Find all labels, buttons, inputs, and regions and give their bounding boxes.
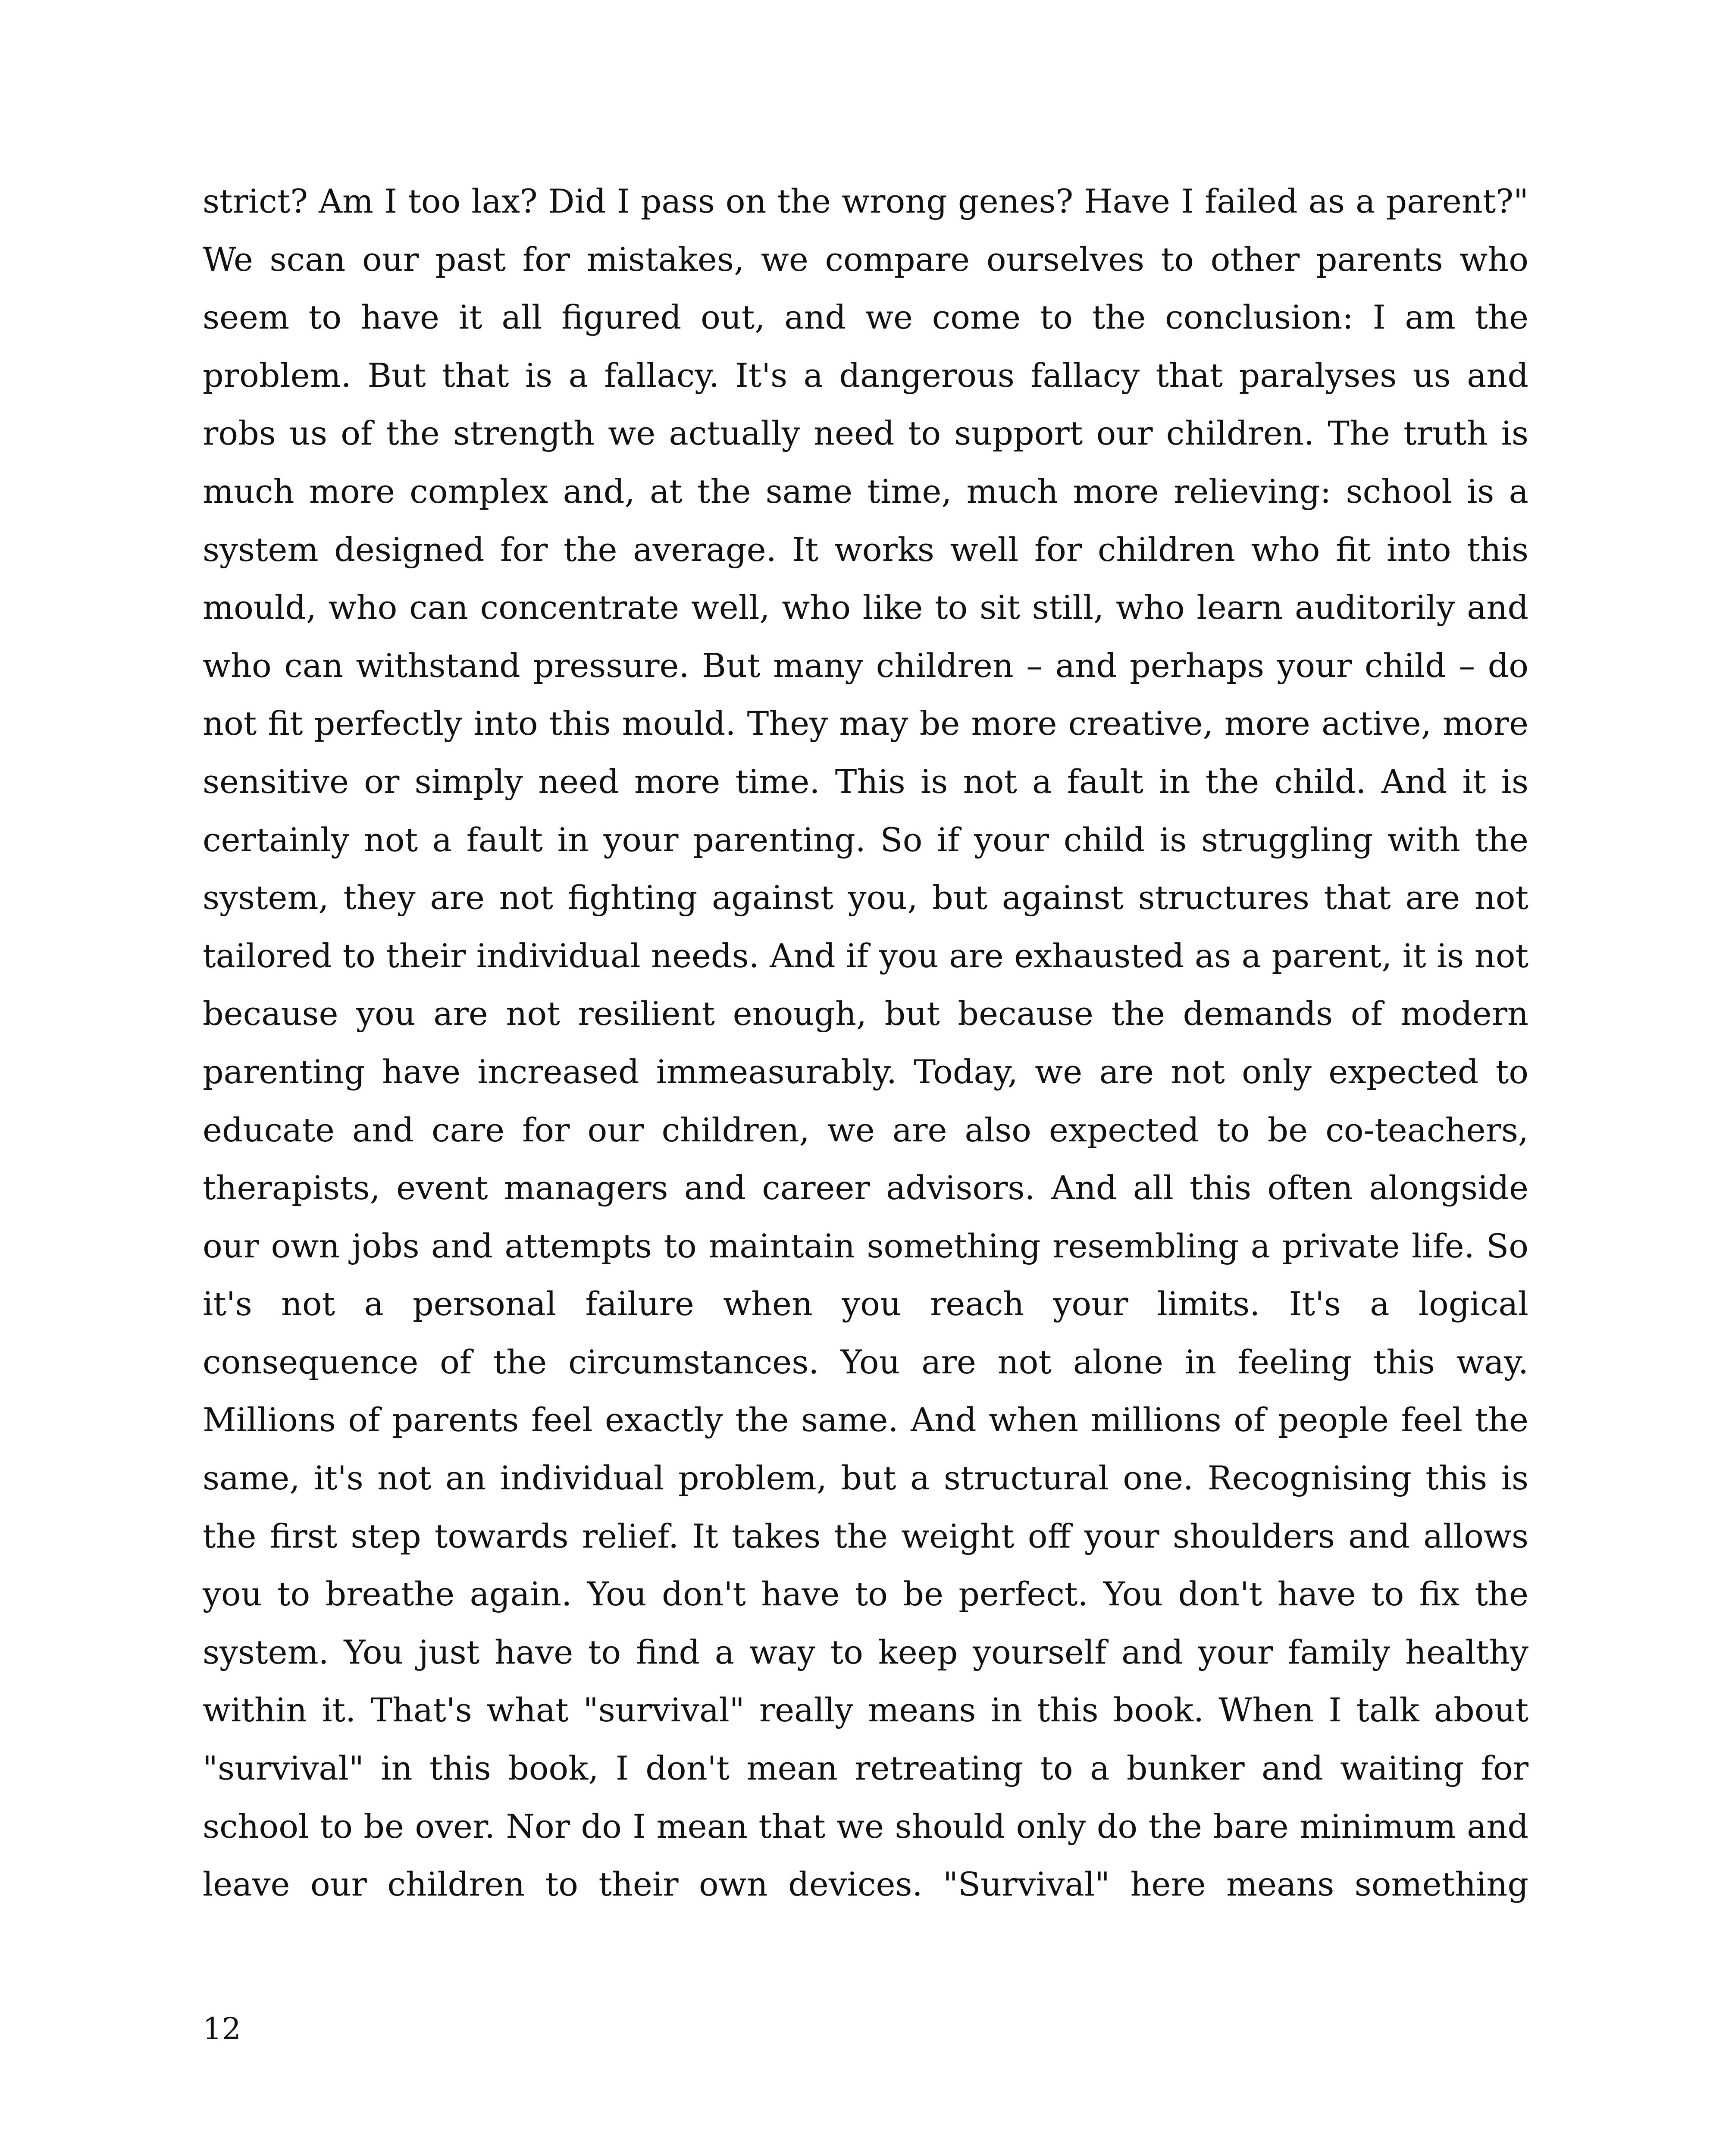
body-paragraph: strict? Am I too lax? Did I pass on the wrong genes? Have I failed as a parent?" We scan our past for mistakes, we compare ourselves to other parents who seem to have it all figured out, and we come to the conclusion: I am the problem. But that is a fallacy. It's a dangerous fallacy that paralyses us and robs us of the strength we actually need to support our children. The truth is much more complex and, at the same time, much more relieving: school is a system designed for the average. It works well for children who fit into this mould, who can concentrate well, who like to sit still, who learn auditorily and who can withstand pressure. But many children – and perhaps your child – do not fit perfectly into this mould. They may be more creative, more active, more sensitive or simply need more time. This is not a fault in the child. And it is certainly not a fault in your parenting. So if your child is struggling with the system, they are not fighting against you, but against structures that are not tailored to their individual needs. And if you are exhausted as a parent, it is not because you are not resilient enough, but because the demands of modern parenting have increased immeasurably. Today, we are not only expected to educate and care for our children, we are also expected to be co-teachers, therapists, event managers and career advisors. And all this often alongside our own jobs and attempts to maintain something resembling a private life. So it's not a personal failure when you reach your limits. It's a logical consequence of the circumstances. You are not alone in feeling this way. Millions of parents feel exactly the same. And when millions of people feel the same, it's not an individual problem, but a structural one. Recognising this is the first step towards relief. It takes the weight off your shoulders and allows you to breathe again. You don't have to be perfect. You don't have to fix the system. You just have to find a way to keep yourself and your family healthy within it. That's what "survival" really means in this book. When I talk about "survival" in this book, I don't mean retreating to a bunker and waiting for school to be over. Nor do I mean that we should only do the bare minimum and leave our children to their own devices. "Survival" here means something (203, 182, 1528, 1904)
page-number: 12 (203, 2011, 241, 2046)
